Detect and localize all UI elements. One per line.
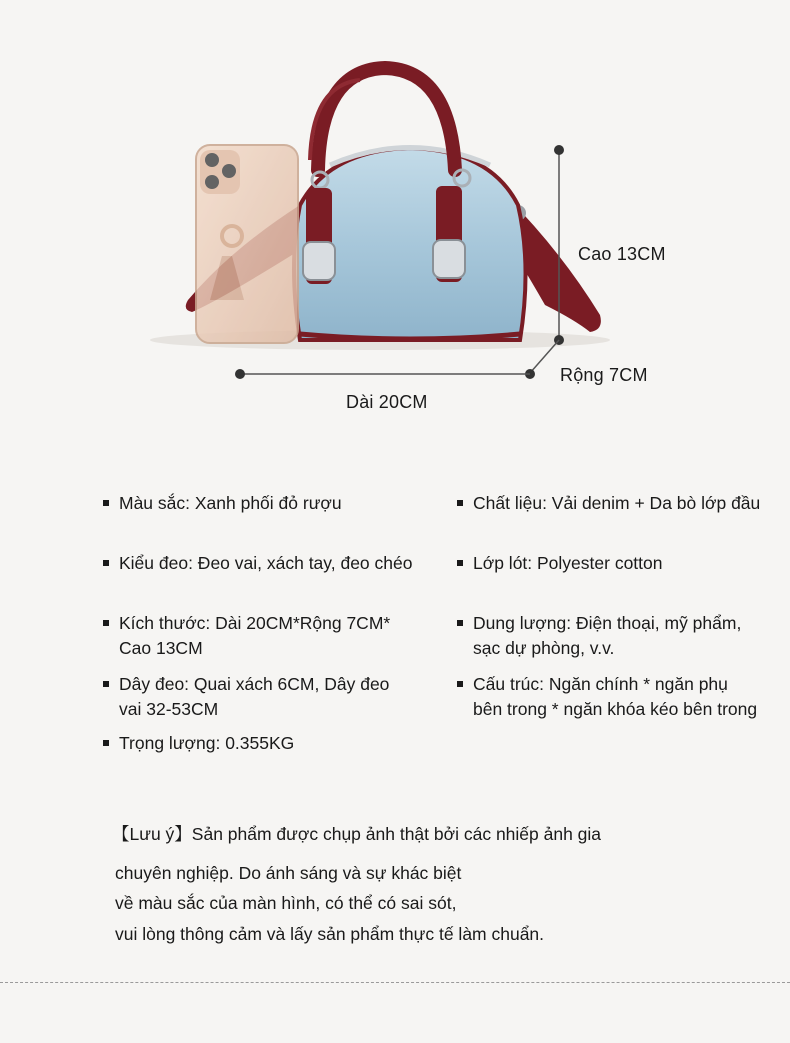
spec-weight: Trọng lượng: 0.355KG bbox=[103, 731, 294, 756]
bullet-icon bbox=[103, 740, 109, 746]
product-dimension-figure bbox=[0, 0, 790, 440]
spec-size: Kích thước: Dài 20CM*Rộng 7CM* Cao 13CM bbox=[103, 611, 390, 661]
bullet-icon bbox=[457, 620, 463, 626]
note-line-3: về màu sắc của màn hình, có thể có sai sót, bbox=[115, 893, 457, 913]
bullet-icon bbox=[457, 500, 463, 506]
spec-material: Chất liệu: Vải denim + Da bò lớp đầu bbox=[457, 491, 760, 516]
spec-lining: Lớp lót: Polyester cotton bbox=[457, 551, 663, 576]
width-label: Rộng 7CM bbox=[560, 365, 648, 385]
clasp-left bbox=[303, 242, 335, 280]
height-dot-top bbox=[554, 145, 564, 155]
clasp-right bbox=[433, 240, 465, 278]
spec-carry-style: Kiểu đeo: Đeo vai, xách tay, đeo chéo bbox=[103, 551, 412, 576]
note-line-2: chuyên nghiệp. Do ánh sáng và sự khác biệt bbox=[115, 863, 462, 883]
bullet-icon bbox=[103, 620, 109, 626]
bullet-icon bbox=[457, 560, 463, 566]
dashed-divider bbox=[0, 982, 790, 983]
note-line-4: vui lòng thông cảm và lấy sản phẩm thực tế làm chuẩn. bbox=[115, 924, 545, 944]
phone-size-reference bbox=[196, 145, 298, 343]
length-label: Dài 20CM bbox=[346, 392, 428, 412]
spec-capacity: Dung lượng: Điện thoại, mỹ phẩm, sạc dự phòng, v.v. bbox=[457, 611, 741, 661]
bullet-icon bbox=[103, 500, 109, 506]
bullet-icon bbox=[103, 560, 109, 566]
bullet-icon bbox=[103, 681, 109, 687]
spec-color: Màu sắc: Xanh phối đỏ rượu bbox=[103, 491, 342, 516]
handbag-illustration bbox=[0, 0, 790, 440]
spec-strap: Dây đeo: Quai xách 6CM, Dây đeo vai 32-53CM bbox=[103, 672, 389, 722]
length-dot-left bbox=[235, 369, 245, 379]
note-line-1: 【Lưu ý】Sản phẩm được chụp ảnh thật bởi các nhiếp ảnh gia bbox=[112, 824, 602, 844]
spec-structure: Cấu trúc: Ngăn chính * ngăn phụ bên trong * ngăn khóa kéo bên trong bbox=[457, 672, 757, 722]
bullet-icon bbox=[457, 681, 463, 687]
height-label: Cao 13CM bbox=[578, 244, 666, 264]
